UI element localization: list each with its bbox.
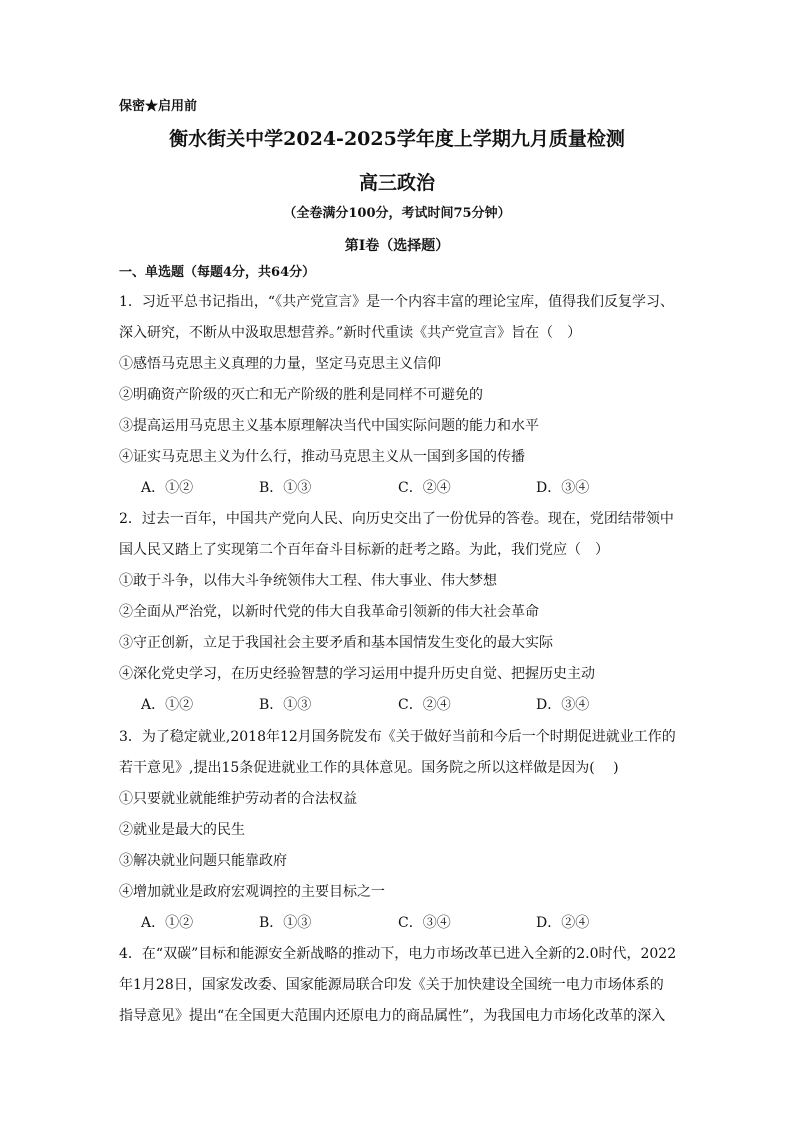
question-2-statement-1: ①敢于斗争，以伟大斗争统领伟大工程、伟大事业、伟大梦想 bbox=[119, 573, 497, 589]
question-1-option-c[interactable]: C．②④ bbox=[398, 480, 451, 496]
question-3-option-b[interactable]: B．①③ bbox=[259, 915, 312, 931]
subject-title: 高三政治 bbox=[358, 172, 435, 194]
question-1-option-b[interactable]: B．①③ bbox=[259, 480, 312, 496]
question-3-option-c[interactable]: C．③④ bbox=[398, 915, 451, 931]
question-3-stem-line-2: 若干意见》,提出15条促进就业工作的具体意见。国务院之所以这样做是因为( ) bbox=[119, 760, 619, 776]
section-title: 第Ⅰ卷（选择题） bbox=[344, 238, 450, 254]
question-3-option-a[interactable]: A．①② bbox=[141, 915, 194, 931]
question-2-statement-2: ②全面从严治党，以新时代党的伟大自我革命引领新的伟大社会革命 bbox=[119, 604, 539, 620]
question-2-statement-3: ③守正创新，立足于我国社会主要矛盾和基本国情发生变化的最大实际 bbox=[119, 635, 553, 651]
question-2-option-c[interactable]: C．②④ bbox=[398, 697, 451, 713]
question-3-statement-3: ③解决就业问题只能靠政府 bbox=[119, 853, 287, 869]
question-1-option-d[interactable]: D．③④ bbox=[536, 480, 590, 496]
exam-title: 衡水街关中学2024-2025学年度上学期九月质量检测 bbox=[169, 128, 625, 150]
question-2-statement-4: ④深化党史学习，在历史经验智慧的学习运用中提升历史自觉、把握历史主动 bbox=[119, 666, 595, 682]
question-3-statement-1: ①只要就业就能维护劳动者的合法权益 bbox=[119, 791, 357, 807]
question-1-statement-2: ②明确资产阶级的灭亡和无产阶级的胜利是同样不可避免的 bbox=[119, 387, 483, 403]
question-3-statement-2: ②就业是最大的民生 bbox=[119, 822, 245, 838]
question-2-option-d[interactable]: D．③④ bbox=[536, 697, 590, 713]
part-heading: 一、单选题（每题4分，共64分） bbox=[119, 265, 316, 280]
question-1-statement-1: ①感悟马克思主义真理的力量，坚定马克思主义信仰 bbox=[119, 356, 441, 372]
question-1-statement-4: ④证实马克思主义为什么行，推动马克思主义从一国到多国的传播 bbox=[119, 449, 525, 465]
question-1-statement-3: ③提高运用马克思主义基本原理解决当代中国实际问题的能力和水平 bbox=[119, 418, 539, 434]
question-3-option-d[interactable]: D．②④ bbox=[536, 915, 590, 931]
question-4-stem-line-1: 4．在“双碳”目标和能源安全新战略的推动下，电力市场改革已进入全新的2.0时代，2022 bbox=[119, 946, 677, 962]
question-3-stem-line-1: 3．为了稳定就业,2018年12月国务院发布《关于做好当前和今后一个时期促进就业工作的 bbox=[119, 729, 676, 745]
score-time-note: （全卷满分100分，考试时间75分钟） bbox=[283, 206, 511, 221]
question-2-option-a[interactable]: A．①② bbox=[141, 697, 194, 713]
question-2-options bbox=[119, 696, 679, 714]
question-2-stem-line-1: 2．过去一百年，中国共产党向人民、向历史交出了一份优异的答卷。现在，党团结带领中 bbox=[119, 511, 674, 527]
question-2-stem-line-2: 国人民又踏上了实现第二个百年奋斗目标新的赶考之路。为此，我们党应（ ） bbox=[119, 542, 609, 558]
question-1-stem-line-2: 深入研究，不断从中汲取思想营养。”新时代重读《共产党宣言》旨在（ ） bbox=[119, 325, 582, 341]
question-4-stem-line-2: 年1月28日，国家发改委、国家能源局联合印发《关于加快建设全国统一电力市场体系的 bbox=[119, 977, 664, 993]
question-3-options bbox=[119, 914, 679, 932]
question-1-stem-line-1: 1．习近平总书记指出，“《共产党宣言》是一个内容丰富的理论宝库，值得我们反复学习、 bbox=[119, 294, 675, 310]
confidential-label: 保密★启用前 bbox=[119, 99, 198, 114]
question-4-stem-line-3: 指导意见》提出“在全国更大范围内还原电力的商品属性”，为我国电力市场化改革的深入 bbox=[119, 1008, 666, 1024]
question-3-statement-4: ④增加就业是政府宏观调控的主要目标之一 bbox=[119, 884, 385, 900]
question-2-option-b[interactable]: B．①③ bbox=[259, 697, 312, 713]
question-1-options bbox=[119, 479, 679, 497]
question-1-option-a[interactable]: A．①② bbox=[141, 480, 194, 496]
